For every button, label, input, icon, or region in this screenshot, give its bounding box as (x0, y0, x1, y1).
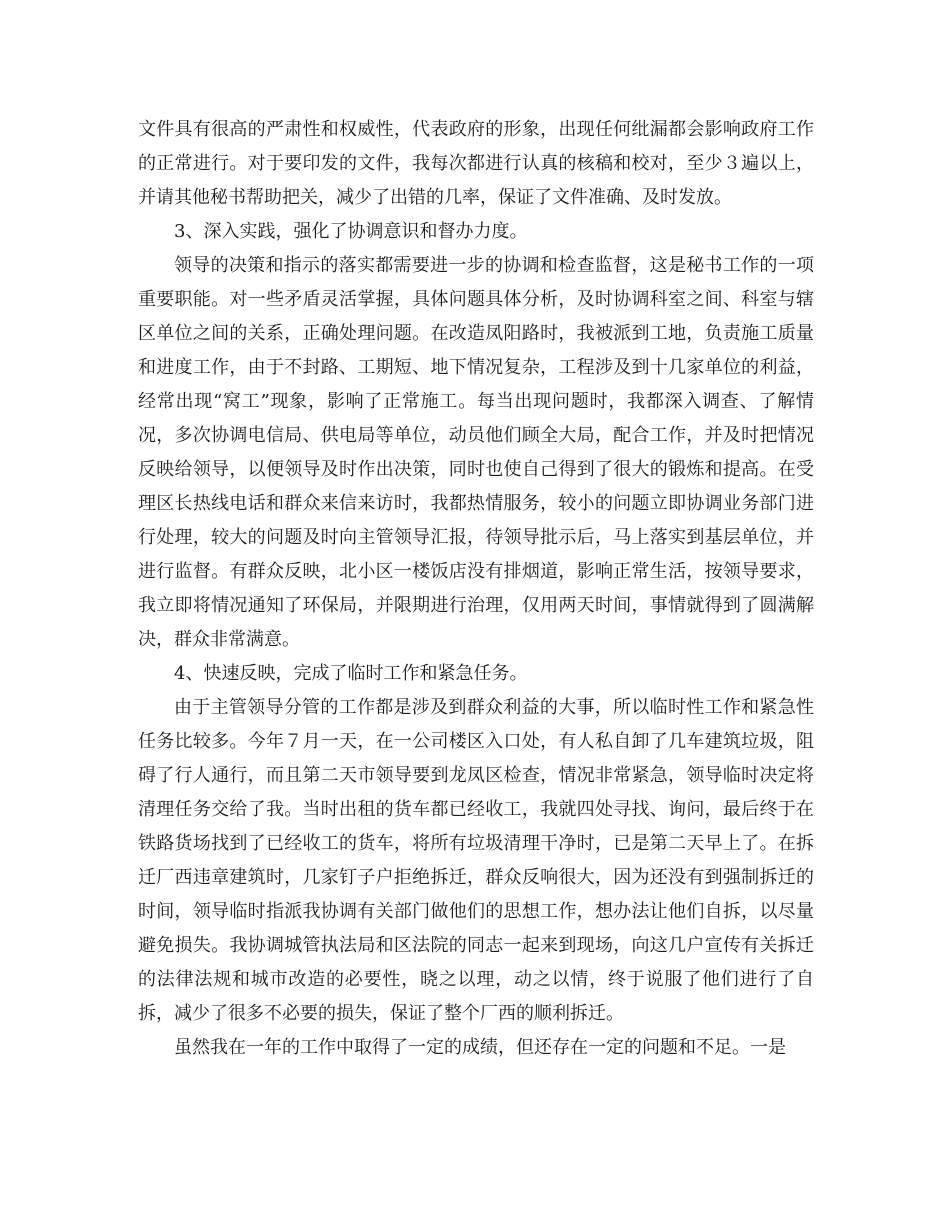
paragraph-coordination: 领导的决策和指示的落实都需要进一步的协调和检查监督，这是秘书工作的一项重要职能。对一些矛盾灵活掌握，具体问题具体分析，及时协调科室之间、科室与辖区单位之间的关系，正确处理问题。在改造凤阳路时，我被派到工地，负责施工质量和进度工作，由于不封路、工期短、地下情况复杂，工程涉及到十几家单位的利益，经常出现“窝工”现象，影响了正常施工。每当出现问题时，我都深入调查、了解情况，多次协调电信局、供电局等单位，动员他们顾全大局，配合工作，并及时把情况反映给领导，以便领导及时作出决策，同时也使自己得到了很大的锻炼和提高。在受理区长热线电话和群众来信来访时，我都热情服务，较小的问题立即协调业务部门进行处理，较大的问题及时向主管领导汇报，待领导批示后，马上落实到基层单位，并进行监督。有群众反映，北小区一楼饭店没有排烟道，影响正常生活，按领导要求，我立即将情况通知了环保局，并限期进行治理，仅用两天时间，事情就得到了圆满解决，群众非常满意。 (138, 255, 814, 650)
document-body (138, 113, 814, 1065)
paragraph-shortcomings: 虽然我在一年的工作中取得了一定的成绩，但还存在一定的问题和不足。一是 (174, 1037, 786, 1058)
paragraph-continuation: 文件具有很高的严肃性和权威性，代表政府的形象，出现任何纰漏都会影响政府工作的正常进行。对于要印发的文件，我每次都进行认真的核稿和校对，至少３遍以上，并请其他秘书帮助把关，减少了出错的几率，保证了文件准确、及时发放。 (138, 119, 814, 208)
section-heading-3: 3、深入实践，强化了协调意识和督办力度。 (174, 221, 528, 242)
section-heading-4: 4、快速反映，完成了临时工作和紧急任务。 (174, 663, 528, 684)
paragraph-urgent-tasks: 由于主管领导分管的工作都是涉及到群众利益的大事，所以临时性工作和紧急性任务比较多。今年７月一天，在一公司楼区入口处，有人私自卸了几车建筑垃圾，阻碍了行人通行，而且第二天市领导要到龙凤区检查，情况非常紧急，领导临时决定将清理任务交给了我。当时出租的货车都已经收工，我就四处寻找、询问，最后终于在铁路货场找到了已经收工的货车，将所有垃圾清理干净时，已是第二天早上了。在拆迁厂西违章建筑时，几家钉子户拒绝拆迁，群众反响很大，因为还没有到强制拆迁的时间，领导临时指派我协调有关部门做他们的思想工作，想办法让他们自拆，以尽量避免损失。我协调城管执法局和区法院的同志一起来到现场，向这几户宣传有关拆迁的法律法规和城市改造的必要性，晓之以理，动之以情，终于说服了他们进行了自拆，减少了很多不必要的损失，保证了整个厂西的顺利拆迁。 (138, 697, 814, 1024)
